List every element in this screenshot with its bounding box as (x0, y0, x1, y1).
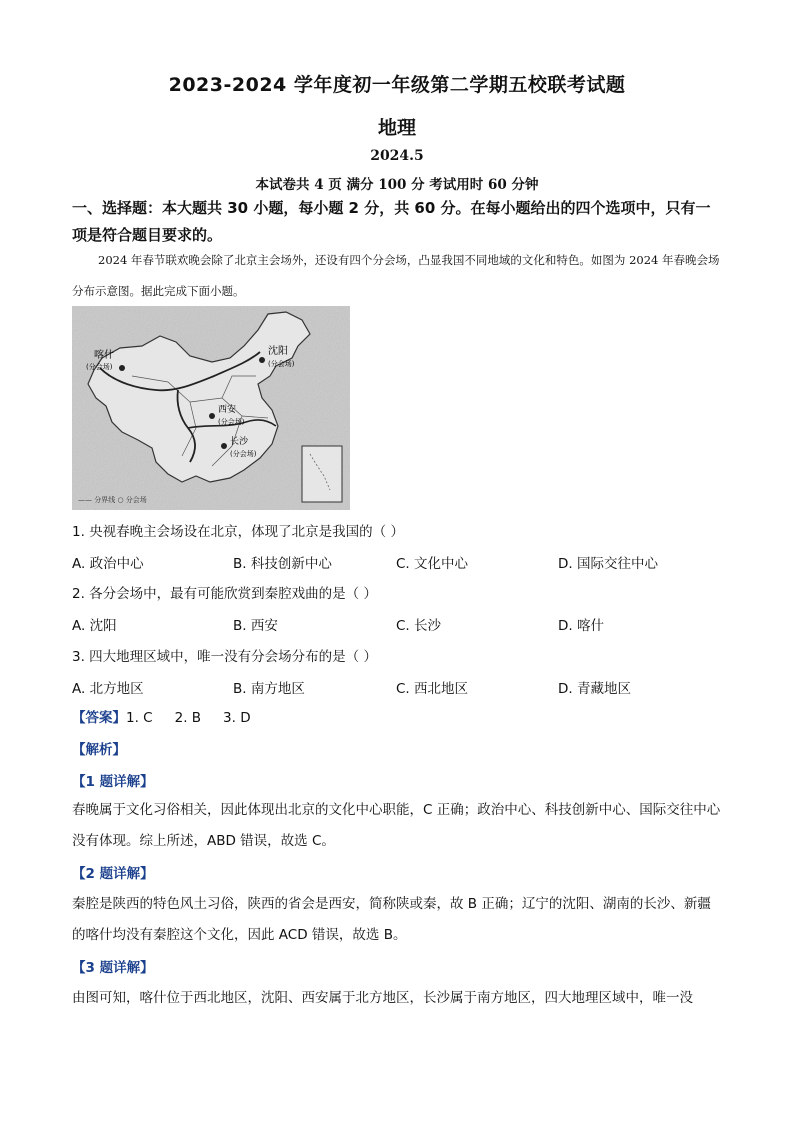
question-2-option-a[interactable]: A. 沈阳 (72, 618, 117, 634)
detail-2-text: 秦腔是陕西的特色风土习俗，陕西的省会是西安，简称陕或秦，故 B 正确；辽宁的沈阳、湖南的长沙、新疆的喀什均没有秦腔这个文化，因此 ACD 错误，故选 B。 (72, 896, 711, 943)
answer-1: 1. C (126, 710, 153, 726)
china-map-image (72, 306, 350, 510)
map-legend-caption: —— 分界线 ○ 分会场 (78, 496, 147, 504)
exam-meta: 本试卷共 4 页 满分 100 分 考试用时 60 分钟 (255, 177, 539, 193)
section-heading: 一、选择题：本大题共 30 小题，每小题 2 分，共 60 分。在每小题给出的四个选项中，只有一项是符合题目要求的。 (72, 199, 711, 244)
question-2-stem: 2. 各分会场中，最有可能欣赏到秦腔戏曲的是（ ） (72, 586, 377, 602)
venue-marker-kashgar (119, 365, 125, 371)
map-label-kashgar-sub: (分会场) (86, 363, 113, 371)
question-3-option-a[interactable]: A. 北方地区 (72, 681, 144, 697)
question-3-option-d[interactable]: D. 青藏地区 (558, 681, 631, 697)
question-1-option-b[interactable]: B. 科技创新中心 (233, 556, 332, 572)
detail-1-label: 【1 题详解】 (72, 774, 154, 790)
map-label-xian-sub: (分会场) (218, 418, 245, 426)
venue-marker-shenyang (259, 357, 265, 363)
detail-3-label: 【3 题详解】 (72, 960, 154, 976)
analysis-label: 【解析】 (72, 742, 126, 758)
subject-title: 地理 (377, 117, 416, 139)
intro-paragraph (72, 245, 722, 307)
map-label-changsha-sub: (分会场) (230, 450, 257, 458)
detail-1-text: 春晚属于文化习俗相关，因此体现出北京的文化中心职能，C 正确；政治中心、科技创新中心、国际交往中心没有体现。综上所述，ABD 错误，故选 C。 (72, 802, 721, 849)
south-sea-inset (302, 446, 342, 502)
question-1-stem: 1. 央视春晚主会场设在北京，体现了北京是我国的（ ） (72, 524, 404, 540)
question-3-option-c[interactable]: C. 西北地区 (396, 681, 469, 697)
answer-line (72, 706, 273, 726)
question-1-option-a[interactable]: A. 政治中心 (72, 556, 144, 572)
exam-title: 2023-2024 学年度初一年级第二学期五校联考试题 (168, 74, 626, 96)
question-1-option-d[interactable]: D. 国际交往中心 (558, 556, 658, 572)
answer-label: 【答案】 (72, 710, 126, 726)
intro-text: 2024 年春节联欢晚会除了北京主会场外，还设有四个分会场，凸显我国不同地域的文化和特色。如图为 2024 年春晚会场分布示意图。据此完成下面小题。 (72, 253, 720, 298)
map-label-shenyang: 沈阳 (268, 346, 288, 357)
venue-map-figure (72, 306, 350, 510)
question-2-option-c[interactable]: C. 长沙 (396, 618, 442, 634)
question-2-option-d[interactable]: D. 喀什 (558, 618, 604, 634)
detail-2-label: 【2 题详解】 (72, 866, 154, 882)
question-3-stem: 3. 四大地理区域中，唯一没有分会场分布的是（ ） (72, 649, 377, 665)
venue-marker-changsha (221, 443, 227, 449)
answer-2: 2. B (174, 710, 202, 726)
map-label-xian: 西安 (218, 405, 237, 415)
map-label-shenyang-sub: (分会场) (268, 360, 295, 368)
question-3-option-b[interactable]: B. 南方地区 (233, 681, 305, 697)
question-2-option-b[interactable]: B. 西安 (233, 618, 278, 634)
venue-marker-xian (209, 413, 215, 419)
exam-date: 2024.5 (370, 148, 424, 164)
answer-3: 3. D (223, 710, 251, 726)
map-label-changsha: 长沙 (230, 437, 249, 447)
question-1-option-c[interactable]: C. 文化中心 (396, 556, 469, 572)
map-label-kashgar: 喀什 (94, 350, 114, 361)
detail-3-text: 由图可知，喀什位于西北地区，沈阳、西安属于北方地区，长沙属于南方地区，四大地理区域中，唯一没 (72, 990, 693, 1006)
